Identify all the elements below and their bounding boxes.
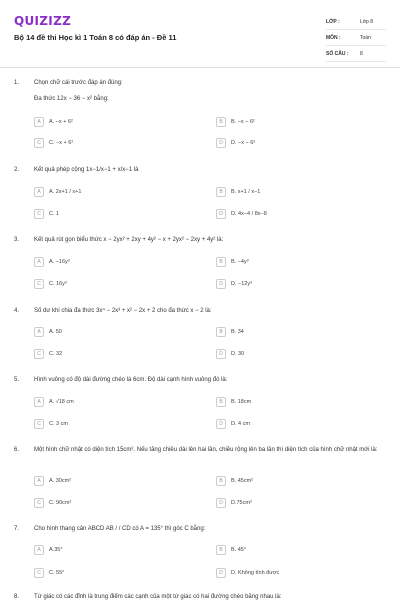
document-header [0,0,400,68]
question-number: 4. [14,308,20,314]
question-text: Một hình chữ nhật có diện tích 15cm². Nếu tăng chiều dài lên hai lần, chiều rộng lên ba lần thì diện tích của hình chữ nhật mới là: [34,447,378,453]
option-a[interactable] [34,256,70,268]
option-letter-box: A [34,545,44,555]
meta-value: 8 [360,50,363,57]
option-a[interactable] [34,116,73,128]
option-letter-box: D [216,279,226,289]
question-5 [0,374,400,438]
question-subtext: Đa thức 12x − 36 − x² bằng: [34,96,109,102]
meta-table [326,14,386,62]
option-letter-box: A [34,257,44,267]
option-text: D. 4x−4 / 8x−8 [231,211,267,217]
option-c[interactable] [34,348,62,360]
question-6 [0,444,400,516]
option-c[interactable] [34,497,71,509]
question-text: Kết quả phép cộng 1x−1/x−1 + x/x−1 là [34,167,139,173]
question-number: 6. [14,447,20,453]
meta-value: Lớp 8 [360,18,374,25]
option-letter-box: B [216,187,226,197]
option-text: B. 18cm [231,399,252,405]
option-text: C. 1 [49,211,60,217]
option-text: B. 34 [231,329,244,335]
question-text: Chọn chữ cái trước đáp án đúng: [34,80,123,86]
option-text: B. x+1 / x−1 [231,189,261,195]
question-text: Hình vuông có độ dài đường chéo là 6cm. Độ dài cạnh hình vuông đó là: [34,377,228,383]
option-text: A. 50 [49,329,62,335]
option-text: B. 45cm² [231,478,254,484]
meta-row-count [326,46,386,62]
option-letter-box: D [216,138,226,148]
option-c[interactable] [34,137,73,149]
option-letter-box: A [34,476,44,486]
option-letter-box: A [34,327,44,337]
question-text: Tứ giác có các đỉnh là trung điểm các cạnh của một tứ giác có hai đường chéo bằng nhau là: [34,594,282,600]
option-a[interactable] [34,475,71,487]
option-b[interactable] [216,186,260,198]
option-letter-box: D [216,498,226,508]
option-b[interactable] [216,116,255,128]
option-c[interactable] [34,418,68,430]
option-letter-box: B [216,476,226,486]
option-letter-box: D [216,349,226,359]
option-letter-box: C [34,498,44,508]
option-text: D. −12y³ [231,281,252,287]
option-letter-box: A [34,397,44,407]
option-letter-box: B [216,327,226,337]
option-text: B. −x − 6² [231,119,255,125]
option-letter-box: C [34,209,44,219]
option-text: C. 90cm² [49,500,72,506]
meta-key: MÔN : [326,34,341,41]
option-text: D. −x − 6² [231,140,256,146]
option-text: D. 30 [231,351,245,357]
option-text: B. −4y³ [231,259,249,265]
option-letter-box: D [216,209,226,219]
option-text: D. Không tính được [231,570,280,576]
option-letter-box: C [34,568,44,578]
question-7 [0,523,400,587]
meta-row-class [326,14,386,30]
option-letter-box: B [216,397,226,407]
option-text: A. 2x+1 / x+1 [49,189,82,195]
option-d[interactable] [216,497,252,509]
option-d[interactable] [216,208,267,220]
option-letter-box: C [34,138,44,148]
meta-key: SỐ CÂU : [326,50,349,57]
option-d[interactable] [216,348,244,360]
meta-key: LỚP : [326,18,340,25]
document-title: Bộ 14 đề thi Học kì 1 Toán 8 có đáp án - Đề 11 [14,33,177,42]
question-number: 3. [14,237,20,243]
option-d[interactable] [216,567,279,579]
option-letter-box: B [216,257,226,267]
option-text: A. √18 cm [49,399,74,405]
option-b[interactable] [216,326,244,338]
question-number: 1. [14,80,20,86]
question-3 [0,233,400,297]
question-number: 8. [14,594,20,600]
option-c[interactable] [34,208,59,220]
question-2 [0,163,400,227]
option-letter-box: C [34,279,44,289]
question-number: 2. [14,167,20,173]
question-text: Kết quả rút gọn biểu thức x − 2yx² + 2xy + 4y² − x + 2yx² − 2xy + 4y² là: [34,237,224,243]
option-text: C. 55° [49,570,65,576]
question-4 [0,304,400,368]
option-text: A. 30cm² [49,478,72,484]
option-a[interactable] [34,396,74,408]
question-text: Cho hình thang cân ABCD AB / / CD có A = 135° thì góc C bằng: [34,526,206,532]
question-8 [0,592,400,600]
option-letter-box: B [216,117,226,127]
option-letter-box: C [34,349,44,359]
option-d[interactable] [216,278,252,290]
quizizz-logo: QUIZIZZ [14,14,72,28]
option-text: B. 45° [231,547,247,553]
option-a[interactable] [34,186,81,198]
option-text: C. 16y³ [49,281,67,287]
option-letter-box: A [34,187,44,197]
option-a[interactable] [34,544,63,556]
option-text: D. 4 cm [231,421,250,427]
option-text: C. 3 cm [49,421,68,427]
question-number: 7. [14,526,20,532]
option-text: A. −16y³ [49,259,70,265]
question-text: Số dư khi chia đa thức 3x⁴ − 2x³ + x² − 2x + 2 cho đa thức x − 2 là: [34,308,212,314]
meta-row-subject [326,30,386,46]
option-letter-box: A [34,117,44,127]
option-d[interactable] [216,137,255,149]
option-text: C. −x + 6² [49,140,74,146]
option-d[interactable] [216,418,250,430]
option-text: C. 32 [49,351,63,357]
meta-value: Toán [360,34,371,41]
option-letter-box: D [216,568,226,578]
option-letter-box: B [216,545,226,555]
option-text: A. −x + 6² [49,119,73,125]
option-letter-box: C [34,419,44,429]
option-b[interactable] [216,475,253,487]
option-text: D.75cm² [231,500,252,506]
option-a[interactable] [34,326,62,338]
question-1 [0,78,400,158]
option-text: A.35° [49,547,63,553]
question-number: 5. [14,377,20,383]
option-b[interactable] [216,396,251,408]
option-b[interactable] [216,256,249,268]
option-c[interactable] [34,567,64,579]
option-b[interactable] [216,544,246,556]
option-letter-box: D [216,419,226,429]
option-c[interactable] [34,278,67,290]
